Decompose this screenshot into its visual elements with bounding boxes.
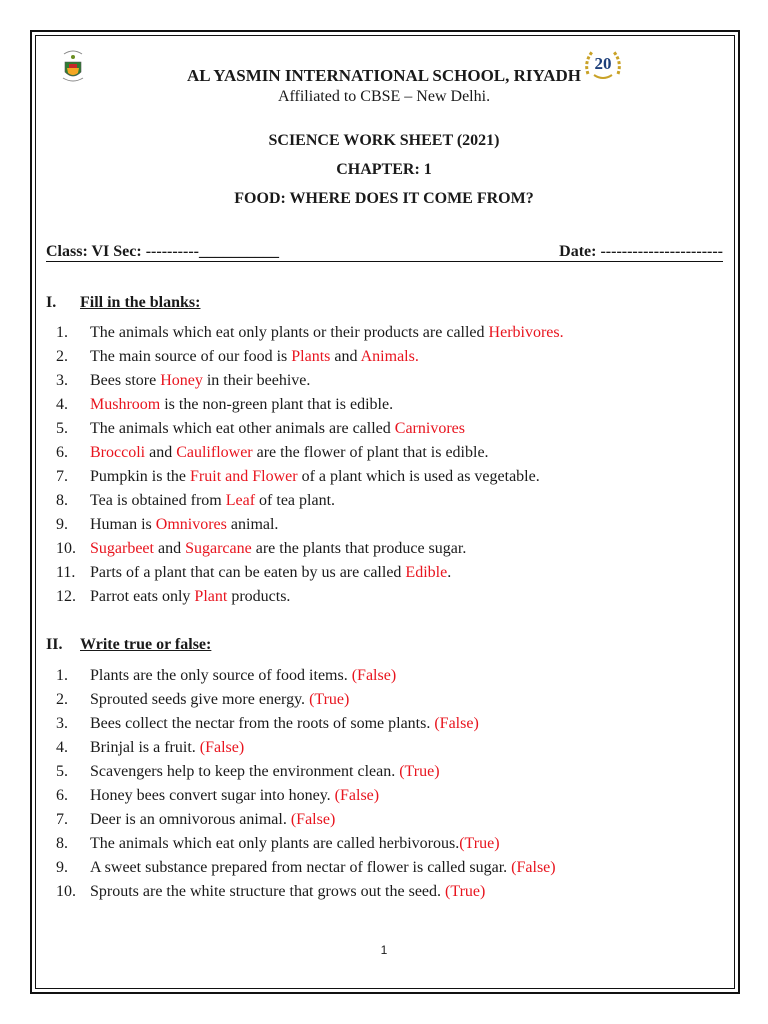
class-label: Class: VI Sec: ---------- xyxy=(46,243,199,260)
question-text: Sprouted seeds give more energy. xyxy=(90,691,310,708)
question-text: Plants are the only source of food items. xyxy=(90,667,352,684)
school-name: AL YASMIN INTERNATIONAL SCHOOL, RIYADH xyxy=(186,66,582,85)
list-item xyxy=(56,369,564,393)
question-text: and xyxy=(145,444,177,461)
answer-text: Mushroom xyxy=(90,396,161,413)
question-text: are the flower of plant that is edible. xyxy=(252,444,489,461)
true-false-list xyxy=(56,664,556,904)
answer-text: (False) xyxy=(434,715,479,732)
chapter-title: FOOD: WHERE DOES IT COME FROM? xyxy=(234,190,534,207)
answer-text: Plants xyxy=(291,348,331,365)
answer-text: Edible xyxy=(405,564,448,581)
question-text: The animals which eat only plants are called herbivorous. xyxy=(90,835,460,852)
answer-text: (True) xyxy=(399,763,440,780)
section-number: II. xyxy=(46,636,63,653)
answer-text: (False) xyxy=(199,739,245,756)
answer-text: (True) xyxy=(309,691,350,708)
item-number: 10. xyxy=(56,540,76,557)
chapter-number: CHAPTER: 1 xyxy=(336,161,432,178)
list-item xyxy=(56,585,564,609)
list-item xyxy=(56,561,564,585)
answer-text: Fruit and Flower xyxy=(190,468,298,485)
item-number: 9. xyxy=(56,516,68,533)
answer-text: (False) xyxy=(351,667,397,684)
class-date-line xyxy=(46,241,723,262)
list-item xyxy=(56,489,564,513)
question-text: Tea is obtained from xyxy=(90,492,226,509)
class-field xyxy=(46,243,279,261)
item-number: 2. xyxy=(56,691,68,708)
list-item xyxy=(56,856,556,880)
item-number: 11. xyxy=(56,564,76,581)
list-item xyxy=(56,417,564,441)
item-number: 8. xyxy=(56,835,68,852)
item-number: 2. xyxy=(56,348,68,365)
question-text: of tea plant. xyxy=(255,492,336,509)
answer-text: Sugarbeet xyxy=(90,540,154,557)
item-number: 4. xyxy=(56,739,68,756)
item-number: 5. xyxy=(56,420,68,437)
list-item xyxy=(56,513,564,537)
question-text: and xyxy=(153,540,186,557)
list-item xyxy=(56,465,564,489)
section-number: I. xyxy=(46,294,57,311)
answer-text: (True) xyxy=(445,883,486,900)
answer-text: (True) xyxy=(459,835,500,852)
item-number: 12. xyxy=(56,588,76,605)
list-item xyxy=(56,345,564,369)
answer-text: (False) xyxy=(334,787,380,804)
answer-text: Cauliflower xyxy=(176,444,253,461)
item-number: 1. xyxy=(56,324,68,341)
question-text: Pumpkin is the xyxy=(90,468,191,485)
list-item xyxy=(56,808,556,832)
question-text: The main source of our food is xyxy=(90,348,292,365)
question-text: products. xyxy=(227,588,291,605)
question-text: animal. xyxy=(226,516,279,533)
question-text: in their beehive. xyxy=(202,372,311,389)
item-number: 1. xyxy=(56,667,68,684)
class-blank: __________ xyxy=(198,243,279,260)
item-number: 6. xyxy=(56,444,68,461)
list-item xyxy=(56,784,556,808)
question-text: The animals which eat other animals are called xyxy=(90,420,395,437)
question-text: Honey bees convert sugar into honey. xyxy=(90,787,335,804)
question-text: The animals which eat only plants or their products are called xyxy=(90,324,489,341)
section-title: Write true or false: xyxy=(80,636,212,653)
answer-text: Carnivores xyxy=(394,420,465,437)
answer-text: Honey xyxy=(160,372,203,389)
item-number: 6. xyxy=(56,787,68,804)
section-title: Fill in the blanks: xyxy=(80,294,201,311)
item-number: 7. xyxy=(56,468,68,485)
question-text: Brinjal is a fruit. xyxy=(90,739,200,756)
question-text: Scavengers help to keep the environment clean. xyxy=(90,763,400,780)
list-item xyxy=(56,664,556,688)
date-label: Date: ----------------------- xyxy=(559,243,723,260)
item-number: 8. xyxy=(56,492,68,509)
school-crest-logo xyxy=(58,48,88,86)
item-number: 9. xyxy=(56,859,68,876)
question-text: Deer is an omnivorous animal. xyxy=(90,811,291,828)
answer-text: (False) xyxy=(511,859,556,876)
logo-number: 20 xyxy=(594,54,612,73)
answer-text: Omnivores xyxy=(155,516,227,533)
list-item xyxy=(56,688,556,712)
list-item xyxy=(56,832,556,856)
answer-text: (False) xyxy=(290,811,336,828)
list-item xyxy=(56,736,556,760)
list-item xyxy=(56,760,556,784)
question-text: Bees store xyxy=(90,372,161,389)
list-item xyxy=(56,321,564,345)
question-text: . xyxy=(447,564,452,581)
question-text: Bees collect the nectar from the roots of some plants. xyxy=(90,715,435,732)
list-item xyxy=(56,537,564,561)
question-text: and xyxy=(330,348,361,365)
question-text: of a plant which is used as vegetable. xyxy=(297,468,540,485)
section-heading-fill-blanks xyxy=(46,294,200,312)
worksheet-title: SCIENCE WORK SHEET (2021) xyxy=(268,132,500,149)
item-number: 3. xyxy=(56,715,68,732)
question-text: are the plants that produce sugar. xyxy=(251,540,467,557)
section-heading-true-false xyxy=(46,636,211,654)
item-number: 3. xyxy=(56,372,68,389)
item-number: 4. xyxy=(56,396,68,413)
page-number: 1 xyxy=(380,943,388,957)
item-number: 7. xyxy=(56,811,68,828)
answer-text: Sugarcane xyxy=(185,540,252,557)
list-item xyxy=(56,712,556,736)
answer-text: Plant xyxy=(194,588,228,605)
answer-text: Broccoli xyxy=(90,444,146,461)
question-text: Parts of a plant that can be eaten by us are called xyxy=(90,564,406,581)
question-text: Parrot eats only xyxy=(90,588,195,605)
list-item xyxy=(56,441,564,465)
affiliation: Affiliated to CBSE – New Delhi. xyxy=(277,88,491,105)
item-number: 10. xyxy=(56,883,76,900)
question-text: Human is xyxy=(90,516,156,533)
answer-text: Animals. xyxy=(360,348,419,365)
answer-text: Herbivores. xyxy=(488,324,564,341)
question-text: is the non-green plant that is edible. xyxy=(160,396,394,413)
answer-text: Leaf xyxy=(225,492,256,509)
fill-blanks-list xyxy=(56,321,564,609)
question-text: Sprouts are the white structure that grows out the seed. xyxy=(90,883,446,900)
list-item xyxy=(56,393,564,417)
question-text: A sweet substance prepared from nectar of flower is called sugar. xyxy=(90,859,512,876)
item-number: 5. xyxy=(56,763,68,780)
list-item xyxy=(56,880,556,904)
